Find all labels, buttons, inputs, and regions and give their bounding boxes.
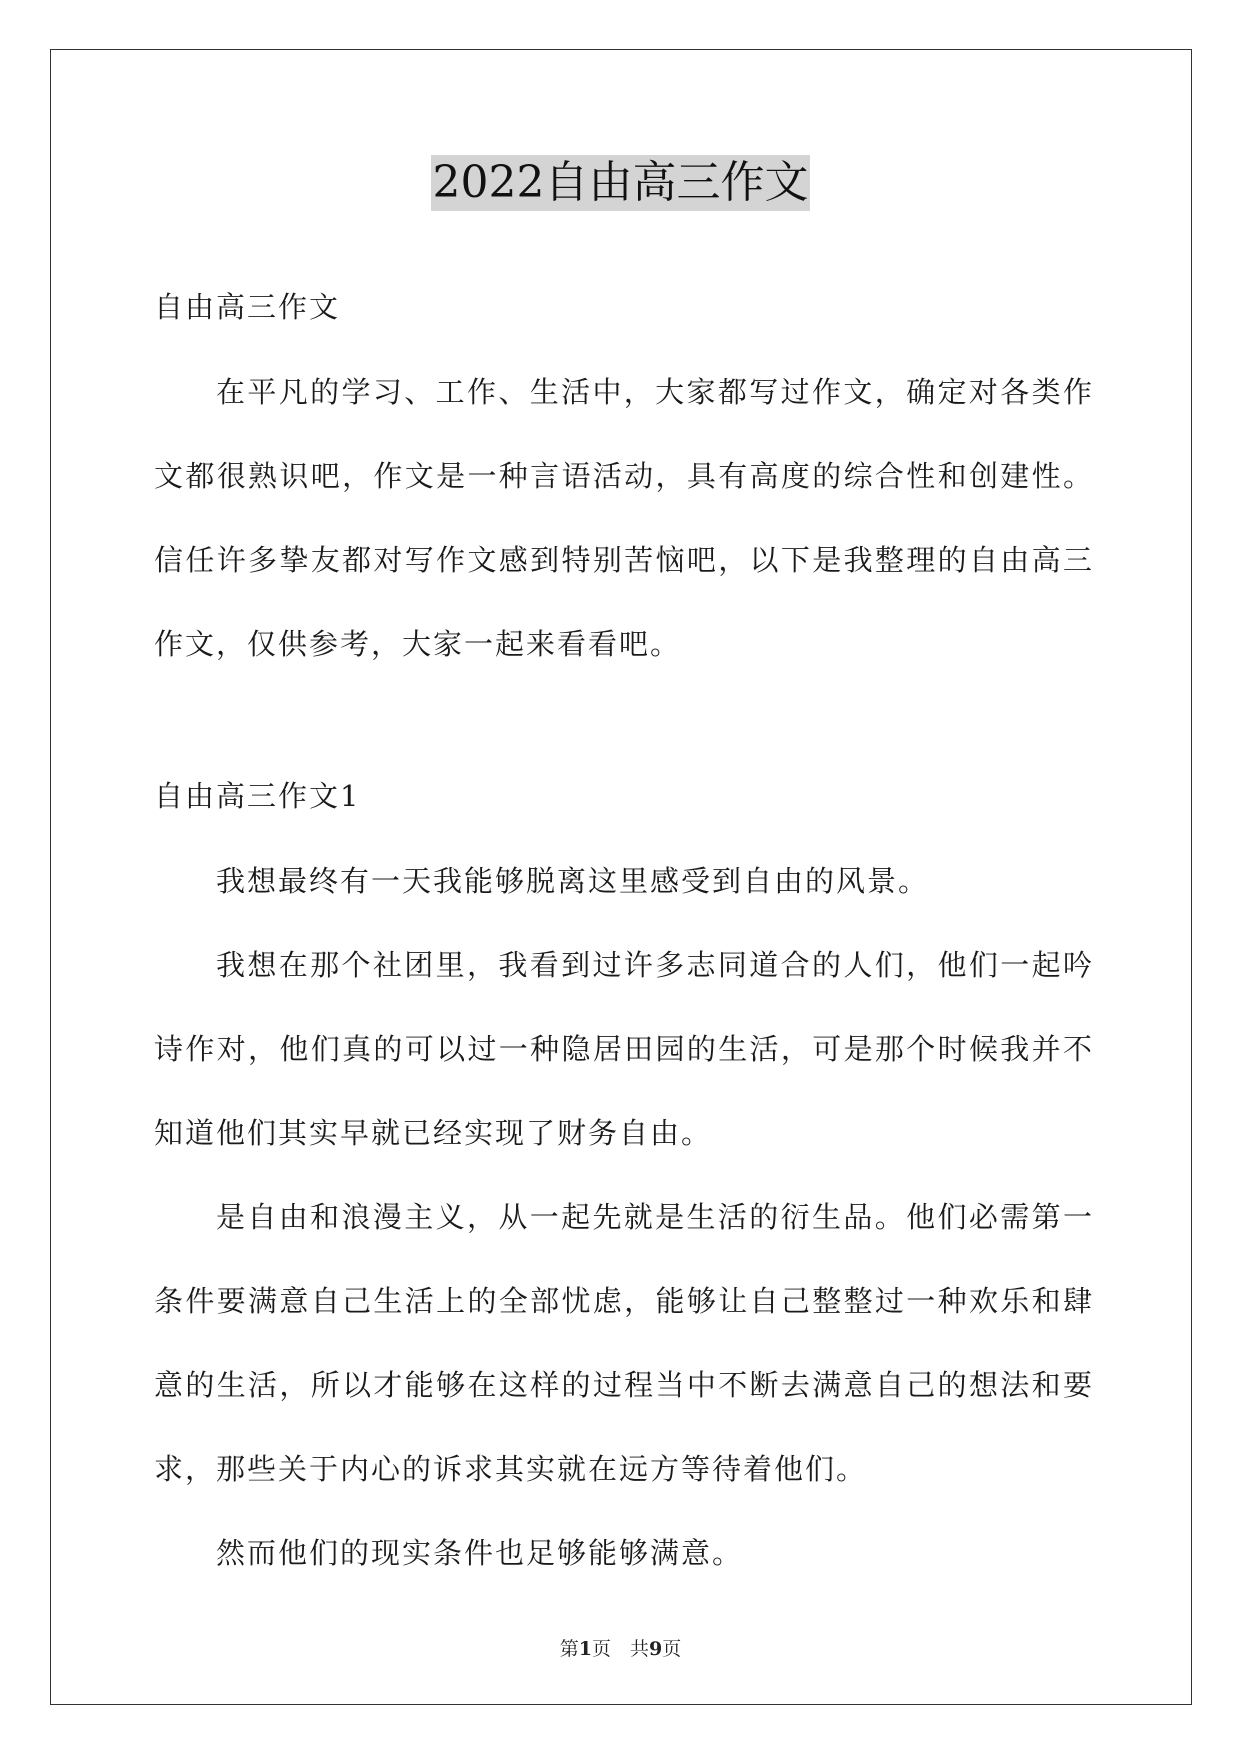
- body-paragraph-2: 我想在那个社团里，我看到过许多志同道合的人们，他们一起吟诗作对，他们真的可以过一种隐居田园的生活，可是那个时候我并不知道他们其实早就已经实现了财务自由。: [154, 948, 1094, 1150]
- body-paragraph-3: 是自由和浪漫主义，从一起先就是生活的衍生品。他们必需第一条件要满意自己生活上的全部忧虑，能够让自己整整过一种欢乐和肆意的生活，所以才能够在这样的过程当中不断去满意自己的想法和要求，那些关于内心的诉求其实就在远方等待着他们。: [154, 1200, 1094, 1486]
- body-paragraph-4: 然而他们的现实条件也足够能够满意。: [216, 1536, 744, 1570]
- section-heading: 自由高三作文1: [154, 779, 361, 813]
- page-prefix: 第: [559, 1638, 579, 1660]
- section-spacer: [154, 686, 1094, 754]
- document-body: [154, 265, 1094, 1595]
- body-paragraph-1: 我想最终有一天我能够脱离这里感受到自由的风景。: [216, 864, 930, 898]
- total-pages-number: 9: [649, 1638, 663, 1660]
- intro-paragraph: 在平凡的学习、工作、生活中，大家都写过作文，确定对各类作文都很熟识吧，作文是一种言语活动，具有高度的综合性和创建性。信任许多挚友都对写作文感到特别苦恼吧，以下是我整理的自由高三作文，仅供参考，大家一起来看看吧。: [154, 375, 1094, 661]
- page-suffix: 页: [662, 1638, 682, 1660]
- current-page-number: 1: [578, 1638, 592, 1660]
- page-mid: 页 共: [591, 1638, 649, 1660]
- intro-heading: 自由高三作文: [154, 290, 341, 324]
- document-title: 2022自由高三作文: [431, 155, 811, 211]
- title-block: [0, 155, 1241, 211]
- page-footer: [0, 1634, 1241, 1661]
